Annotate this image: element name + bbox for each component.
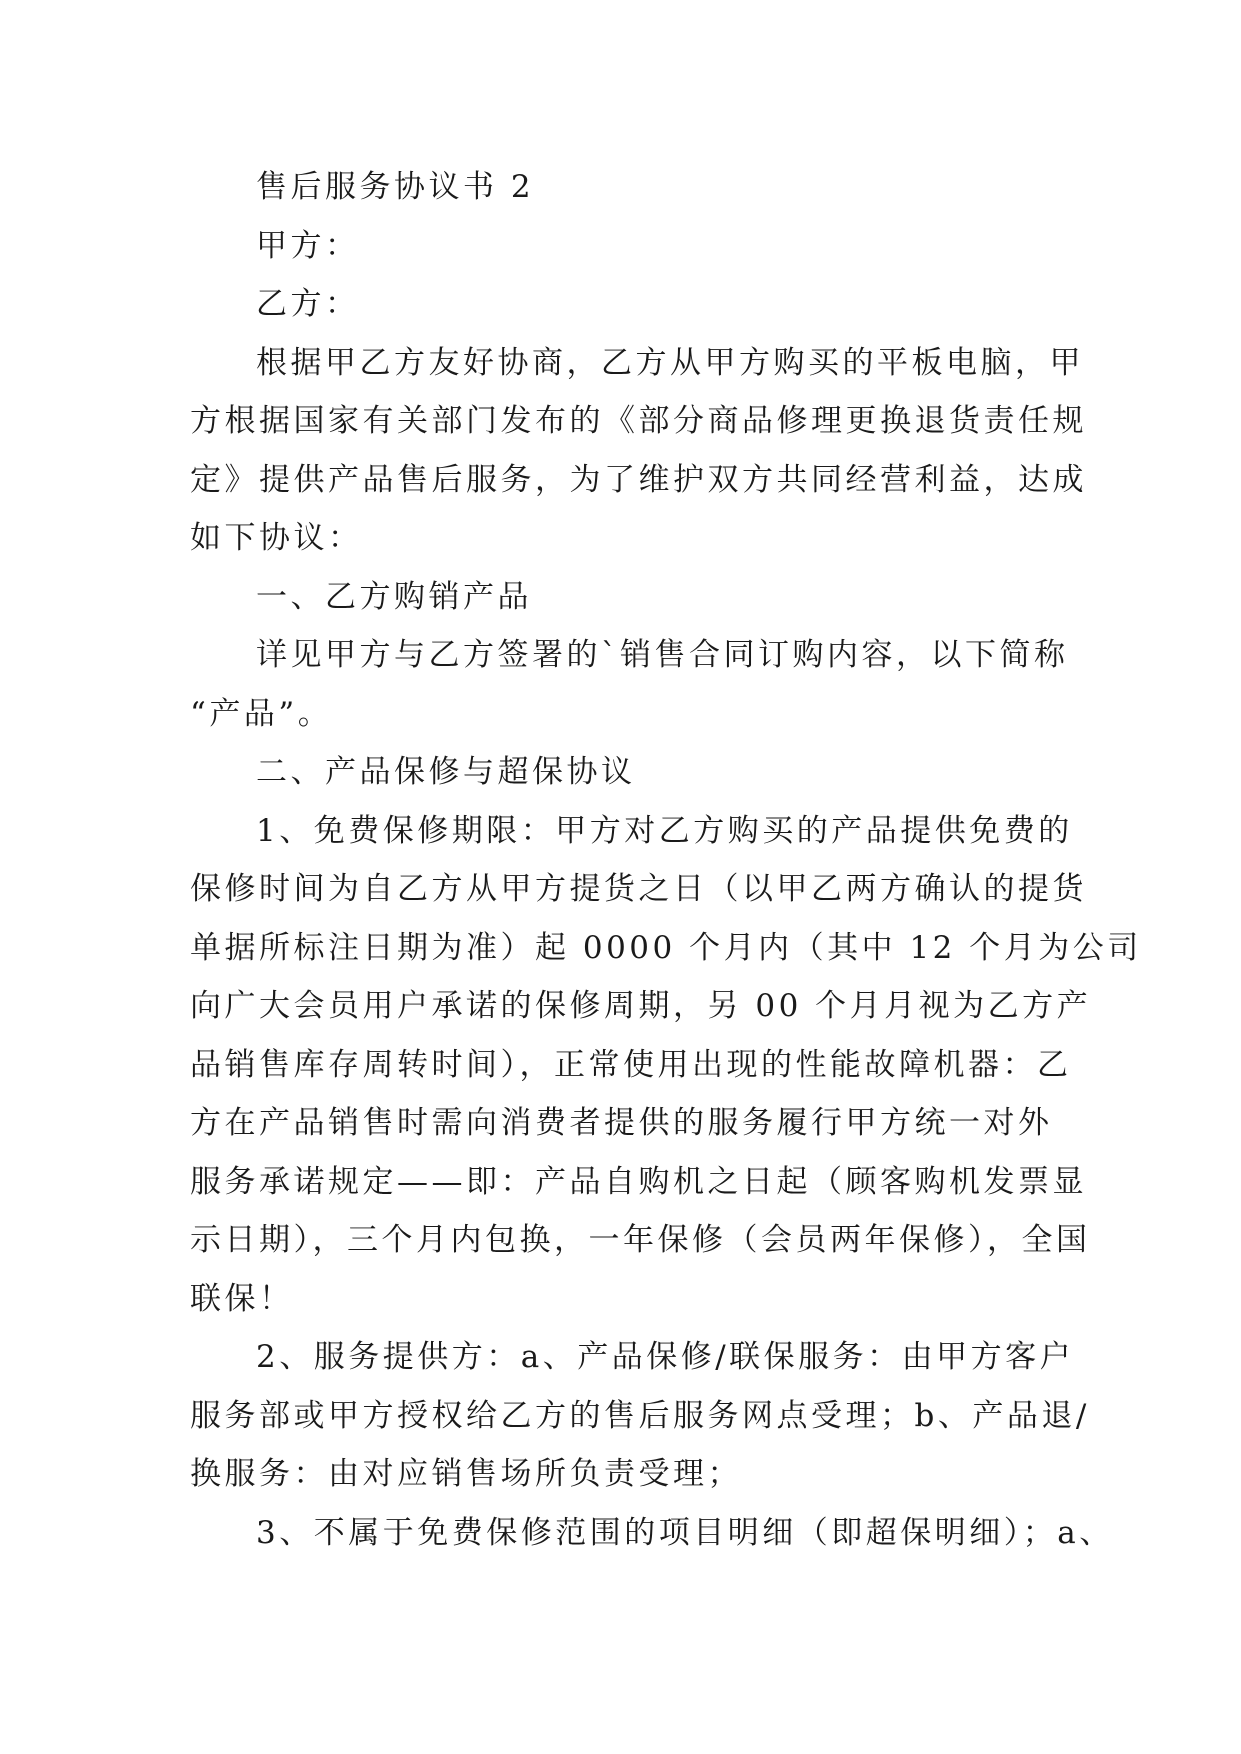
body-line: 服务部或甲方授权给乙方的售后服务网点受理；b、产品退/: [190, 1397, 1090, 1434]
body-line: 服务承诺规定——即：产品自购机之日起（顾客购机发票显: [190, 1163, 1087, 1200]
body-line: 联保！: [190, 1280, 294, 1317]
body-line: 保修时间为自乙方从甲方提货之日（以甲乙两方确认的提货: [190, 871, 1087, 907]
body-line: 单据所标注日期为准）起 0000 个月内（其中 12 个月为公司: [190, 929, 1142, 966]
body-line: 一、乙方购销产品: [256, 578, 532, 615]
body-line: 向广大会员用户承诺的保修周期，另 00 个月月视为乙方产: [190, 988, 1092, 1024]
body-line: 二、产品保修与超保协议: [256, 754, 636, 790]
party-b-label: 乙方：: [256, 286, 360, 322]
body-line: 2、服务提供方：a、产品保修/联保服务：由甲方客户: [256, 1339, 1075, 1375]
body-line: 1、免费保修期限：甲方对乙方购买的产品提供免费的: [256, 812, 1073, 849]
party-a-label: 甲方：: [256, 227, 360, 264]
document-page: [190, 158, 1142, 1562]
body-line: 3、不属于免费保修范围的项目明细（即超保明细）；a、: [256, 1514, 1114, 1551]
body-line: 根据甲乙方友好协商，乙方从甲方购买的平板电脑，甲: [256, 344, 1084, 381]
body-line: 方在产品销售时需向消费者提供的服务履行甲方统一对外: [190, 1105, 1053, 1141]
body-line: 方根据国家有关部门发布的《部分商品修理更换退货责任规: [190, 403, 1087, 439]
document-body: [190, 334, 1142, 1563]
document-title: 售后服务协议书 2: [256, 169, 535, 205]
body-line: 示日期），三个月内包换，一年保修（会员两年保修），全国: [190, 1222, 1091, 1258]
body-line: 定》提供产品售后服务，为了维护双方共同经营利益，达成: [190, 461, 1087, 498]
body-line: 如下协议：: [190, 520, 363, 556]
body-line: “产品”。: [190, 695, 333, 732]
body-line: 品销售库存周转时间），正常使用出现的性能故障机器：乙: [190, 1046, 1072, 1083]
body-line: 换服务：由对应销售场所负责受理；: [190, 1456, 742, 1492]
body-line: 详见甲方与乙方签署的`销售合同订购内容，以下简称: [256, 637, 1069, 673]
